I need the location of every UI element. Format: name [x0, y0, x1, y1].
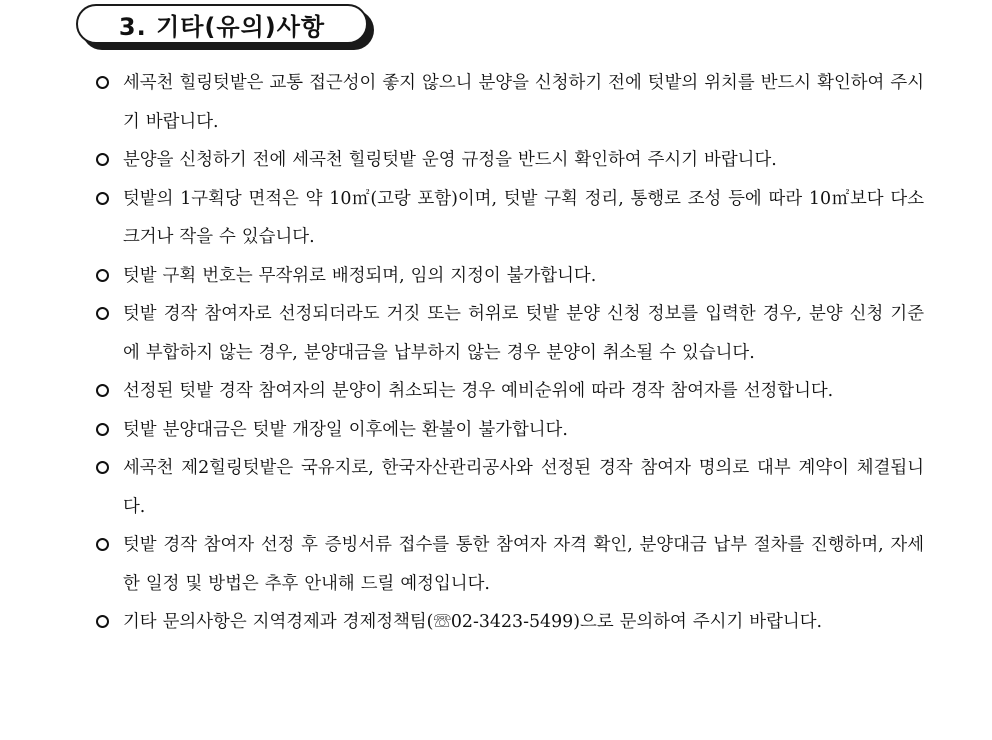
notice-text: 분양을 신청하기 전에 세곡천 힐링텃밭 운영 규정을 반드시 확인하여 주시기 바랍니다. — [123, 150, 777, 170]
section-title: 3. 기타(유의)사항 — [118, 12, 326, 41]
notice-text: 텃밭 구획 번호는 무작위로 배정되며, 임의 지정이 불가합니다. — [123, 265, 597, 286]
notice-item — [96, 449, 924, 526]
notice-item — [96, 526, 924, 603]
circle-bullet-icon — [96, 269, 109, 282]
circle-bullet-icon — [96, 153, 109, 166]
notice-item — [96, 141, 924, 180]
circle-bullet-icon — [96, 76, 109, 89]
circle-bullet-icon — [96, 307, 109, 320]
notice-item — [96, 257, 924, 296]
notice-text: 세곡천 제2힐링텃밭은 국유지로, 한국자산관리공사와 선정된 경작 참여자 명의로 대부 계약이 체결됩니다. — [123, 458, 924, 517]
notice-text: 기타 문의사항은 지역경제과 경제정책팀(☏02-3423-5499)으로 문의하여 주시기 바랍니다. — [123, 612, 823, 632]
heading-box — [76, 4, 368, 44]
notice-item — [96, 64, 924, 141]
circle-bullet-icon — [96, 615, 109, 628]
notice-item — [96, 295, 924, 372]
section-heading — [76, 4, 376, 52]
circle-bullet-icon — [96, 538, 109, 551]
circle-bullet-icon — [96, 384, 109, 397]
notice-list — [96, 64, 924, 642]
notice-text: 세곡천 힐링텃밭은 교통 접근성이 좋지 않으니 분양을 신청하기 전에 텃밭의 위치를 반드시 확인하여 주시기 바랍니다. — [123, 73, 924, 132]
circle-bullet-icon — [96, 423, 109, 436]
notice-text: 텃밭 분양대금은 텃밭 개장일 이후에는 환불이 불가합니다. — [123, 419, 568, 440]
notice-item — [96, 411, 924, 450]
notice-text: 텃밭 경작 참여자로 선정되더라도 거짓 또는 허위로 텃밭 분양 신청 정보를 입력한 경우, 분양 신청 기준에 부합하지 않는 경우, 분양대금을 납부하지 않는 경우 분양이 취소될 수 있습니다. — [123, 304, 924, 363]
notice-item — [96, 603, 924, 642]
notice-text: 선정된 텃밭 경작 참여자의 분양이 취소되는 경우 예비순위에 따라 경작 참여자를 선정합니다. — [123, 381, 834, 401]
circle-bullet-icon — [96, 461, 109, 474]
notice-text: 텃밭 경작 참여자 선정 후 증빙서류 접수를 통한 참여자 자격 확인, 분양대금 납부 절차를 진행하며, 자세한 일정 및 방법은 추후 안내해 드릴 예정입니다. — [123, 535, 924, 594]
circle-bullet-icon — [96, 192, 109, 205]
notice-item — [96, 372, 924, 411]
notice-item — [96, 180, 924, 257]
notice-text: 텃밭의 1구획당 면적은 약 10㎡(고랑 포함)이며, 텃밭 구획 정리, 통행로 조성 등에 따라 10㎡보다 다소 크거나 작을 수 있습니다. — [123, 188, 924, 247]
